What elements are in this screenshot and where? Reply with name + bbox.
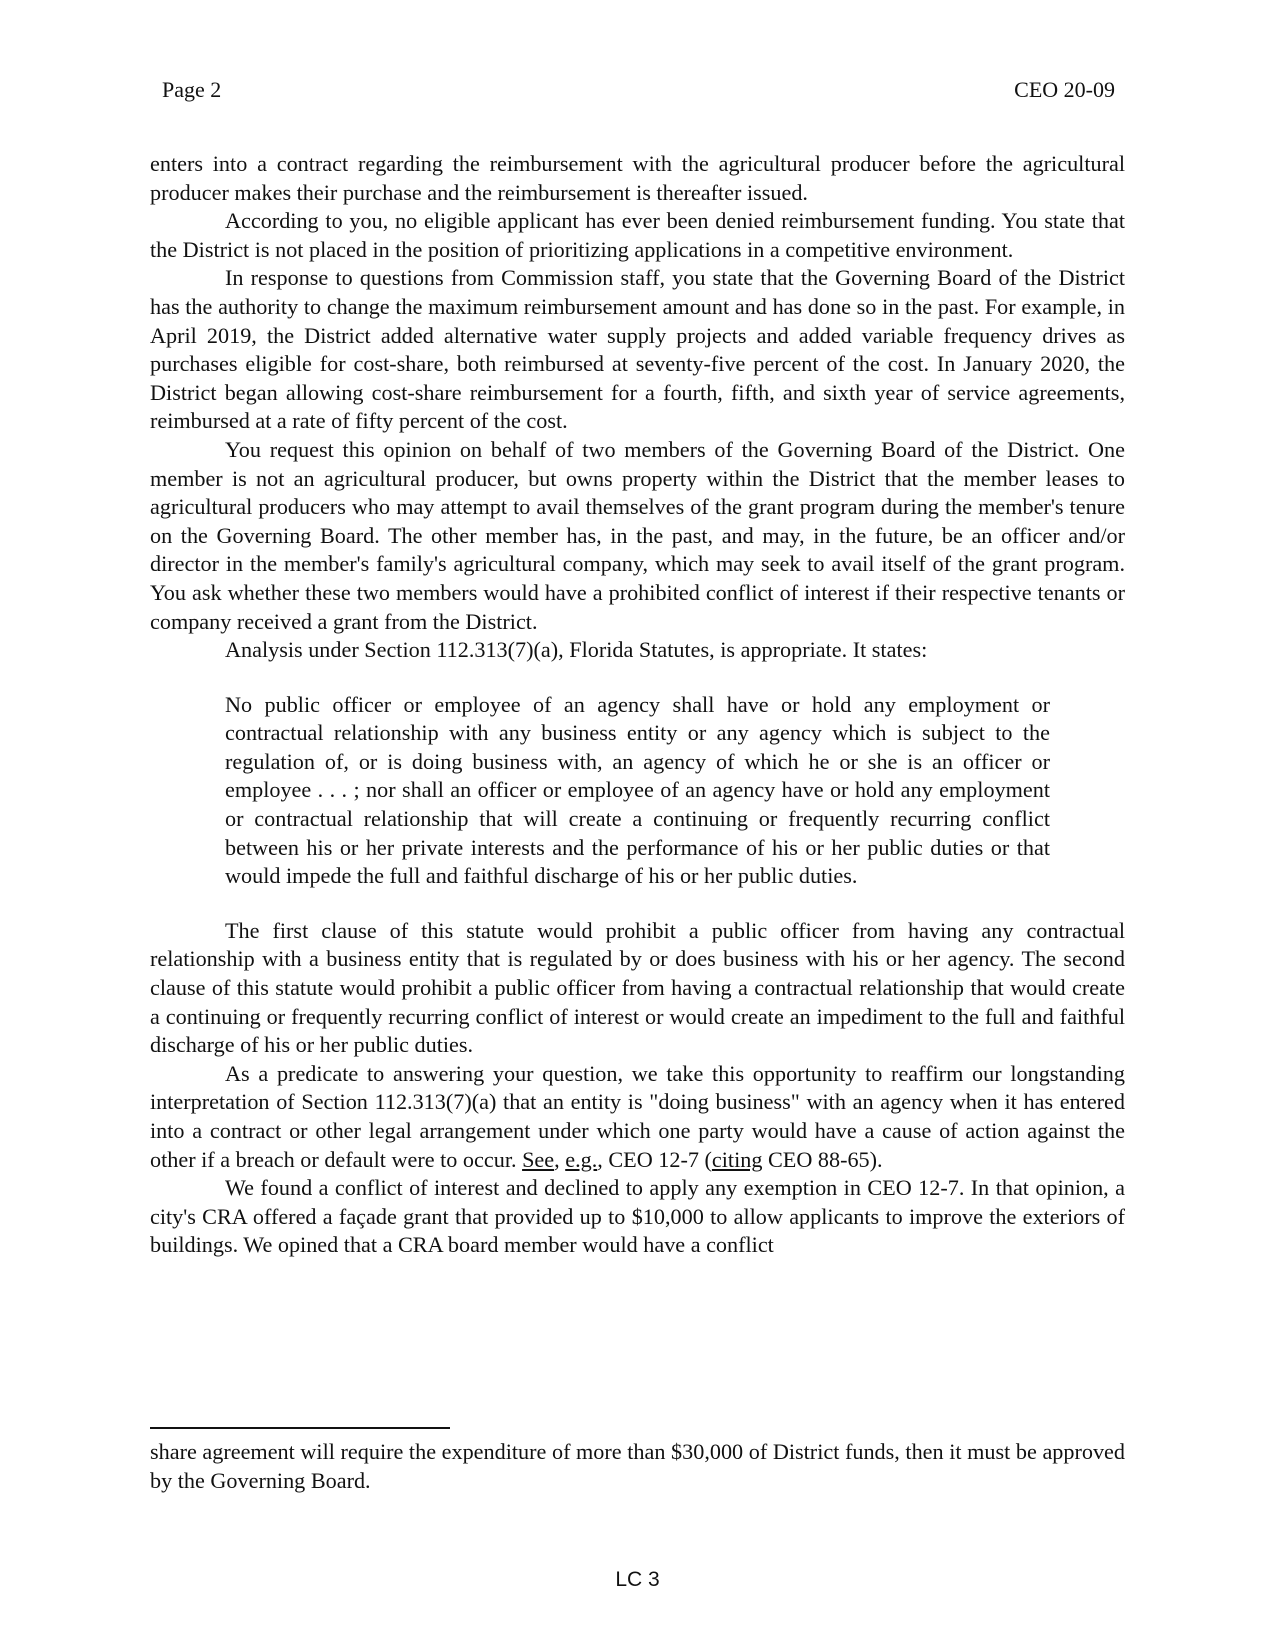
footnote-separator bbox=[150, 1427, 450, 1429]
paragraph bbox=[150, 1060, 1125, 1174]
paragraph-text: As a predicate to answering your question, we take this opportunity to reaffirm our longstanding interpretation of Section 112.313(7)(a) that an entity is "doing business" with an agency when it has entered into a contract or other legal arrangement under which one party would have a cause of action against the other if a breach or default were to occur. bbox=[150, 1060, 1125, 1172]
footnote-text: share agreement will require the expenditure of more than $30,000 of District funds, then it must be approved by the Governing Board. bbox=[150, 1439, 1125, 1493]
citation-signal-eg: e.g. bbox=[565, 1146, 598, 1172]
paragraph: We found a conflict of interest and declined to apply any exemption in CEO 12-7. In that opinion, a city's CRA offered a façade grant that provided up to $10,000 to allow applicants to improve the exteriors of buildings. We opined that a CRA board member would have a conflict bbox=[150, 1175, 1125, 1258]
paragraph: In response to questions from Commission staff, you state that the Governing Board of the District has the authority to change the maximum reimbursement amount and has done so in the past. For example, in April 2019, the District added alternative water supply projects and added variable frequency drives as purchases eligible for cost-share, both reimbursed at seventy-five percent of the cost. In January 2020, the District began allowing cost-share reimbursement for a fourth, fifth, and sixth year of service agreements, reimbursed at a rate of fifty percent of the cost. bbox=[150, 265, 1125, 434]
paragraph: Analysis under Section 112.313(7)(a), Florida Statutes, is appropriate. It states: bbox=[225, 637, 928, 663]
citation-signal-see: See bbox=[522, 1146, 555, 1172]
paragraph-text: , bbox=[554, 1146, 566, 1172]
statute-quote: No public officer or employee of an agency shall have or hold any employment or contractual relationship with any business entity or any agency which is subject to the regulation of, or is doing business with, an agency of which he or she is an officer or employee . . . ; nor shall an officer or employee of an agency have or hold any employment or contractual relationship that will create a continuing or frequently recurring conflict between his or her private interests and the performance of his or her public duties or that would impede the full and faithful discharge of his or her public duties. bbox=[225, 691, 1050, 889]
document-body bbox=[150, 150, 1125, 1260]
paragraph: You request this opinion on behalf of two members of the Governing Board of the District. One member is not an agricultural producer, but owns property within the District that the member leases to agricultural producers who may attempt to avail themselves of the grant program during the member's tenure on the Governing Board. The other member has, in the past, and may, in the future, be an officer and/or director in the member's family's agricultural company, which may seek to avail itself of the grant program. You ask whether these two members would have a prohibited conflict of interest if their respective tenants or company received a grant from the District. bbox=[150, 436, 1125, 634]
page-footer: LC 3 bbox=[615, 1568, 660, 1591]
page-header-left: Page 2 bbox=[162, 77, 222, 102]
paragraph-text: , CEO 12-7 ( bbox=[597, 1146, 712, 1172]
page-header-right: CEO 20-09 bbox=[1014, 77, 1115, 102]
paragraph: According to you, no eligible applicant has ever been denied reimbursement funding. You state that the District is not placed in the position of prioritizing applications in a competitive environment. bbox=[150, 208, 1125, 262]
citation-signal-citing: citing bbox=[711, 1146, 763, 1172]
paragraph: enters into a contract regarding the reimbursement with the agricultural producer before the agricultural producer makes their purchase and the reimbursement is thereafter issued. bbox=[150, 151, 1125, 205]
paragraph-text: CEO 88-65). bbox=[762, 1146, 883, 1172]
paragraph: The first clause of this statute would prohibit a public officer from having any contractual relationship with a business entity that is regulated by or does business with his or her agency. The second clause of this statute would prohibit a public officer from having a contractual relationship that would create a continuing or frequently recurring conflict of interest or would create an impediment to the full and faithful discharge of his or her public duties. bbox=[150, 917, 1125, 1058]
